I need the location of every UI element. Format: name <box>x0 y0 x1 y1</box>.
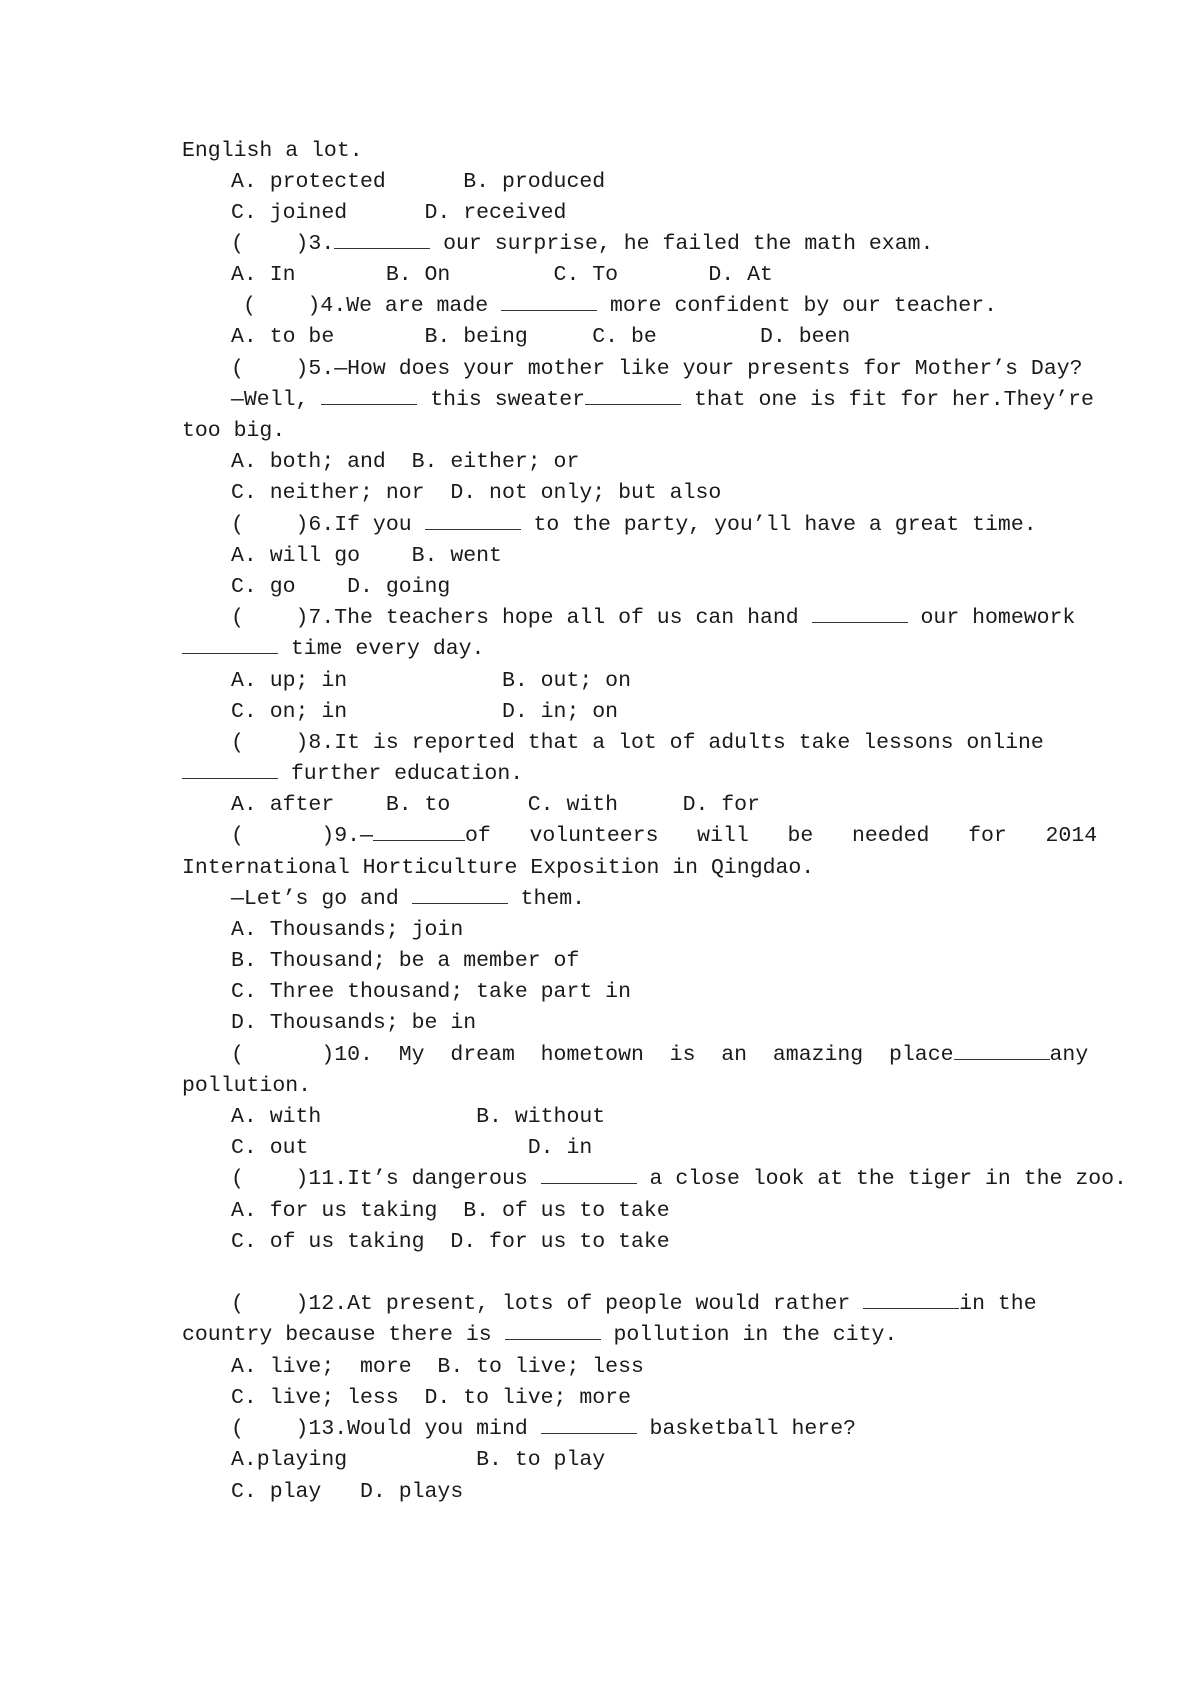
q10-blank <box>954 1040 1050 1060</box>
q5-stem: ( )5.—How does your mother like your presents for Mother’s Day? <box>231 357 1083 381</box>
q6-blank <box>425 510 521 530</box>
q7-blank-1 <box>812 603 908 623</box>
q12-stem-continuation: country because there is pollution in the city. <box>182 1320 897 1350</box>
q9-option-d: D. Thousands; be in <box>231 1011 477 1035</box>
q9-stem-continuation: International Horticulture Exposition in Qingdao. <box>182 856 815 880</box>
q12-options-cd: C. live; less D. to live; more <box>231 1386 631 1410</box>
q9-option-b: B. Thousand; be a member of <box>231 949 580 973</box>
q11-options-ab: A. for us taking B. of us to take <box>231 1199 670 1223</box>
q13-options-ab: A.playing B. to play <box>231 1448 606 1472</box>
q5-blank-1 <box>321 385 417 405</box>
q9-response: —Let’s go and them. <box>231 884 585 914</box>
q11-options-cd: C. of us taking D. for us to take <box>231 1230 670 1254</box>
q11-stem: ( )11.It’s dangerous a close look at the tiger in the zoo. <box>231 1164 1127 1194</box>
q7-stem-continuation: time every day. <box>182 634 484 664</box>
q9-blank-1 <box>373 821 465 841</box>
q8-blank <box>182 759 278 779</box>
q8-options: A. after B. to C. with D. for <box>231 793 760 817</box>
q4-blank <box>501 291 597 311</box>
q13-stem: ( )13.Would you mind basketball here? <box>231 1414 856 1444</box>
q10-stem: ( )10. My dream hometown is an amazing place any <box>231 1040 1021 1070</box>
q6-stem: ( )6.If you to the party, you’ll have a great time. <box>231 510 1037 540</box>
q3-blank <box>334 229 430 249</box>
q10-options-ab: A. with B. without <box>231 1105 606 1129</box>
q2-stem-continuation: English a lot. <box>182 139 363 163</box>
q11-blank <box>541 1164 637 1184</box>
q4-options: A. to be B. being C. be D. been <box>231 325 851 349</box>
q12-blank-1 <box>863 1289 959 1309</box>
q8-stem-continuation: further education. <box>182 759 523 789</box>
q7-stem: ( )7.The teachers hope all of us can hand our homework <box>231 603 1075 633</box>
q7-blank-2 <box>182 634 278 654</box>
q6-options-cd: C. go D. going <box>231 575 451 599</box>
q5-options-ab: A. both; and B. either; or <box>231 450 580 474</box>
q13-options-cd: C. play D. plays <box>231 1480 464 1504</box>
q10-options-cd: C. out D. in <box>231 1136 593 1160</box>
q10-stem-continuation: pollution. <box>182 1074 312 1098</box>
q3-options: A. In B. On C. To D. At <box>231 263 773 287</box>
q6-options-ab: A. will go B. went <box>231 544 502 568</box>
q9-option-c: C. Three thousand; take part in <box>231 980 631 1004</box>
q5-options-cd: C. neither; nor D. not only; but also <box>231 481 722 505</box>
q8-stem: ( )8.It is reported that a lot of adults take lessons online <box>231 731 1044 755</box>
q5-blank-2 <box>585 385 681 405</box>
q9-stem: ( )9.— of volunteers will be needed for 2014 <box>231 821 1021 851</box>
q12-options-ab: A. live; more B. to live; less <box>231 1355 644 1379</box>
q2-options-ab: A. protected B. produced <box>231 170 606 194</box>
q7-options-cd: C. on; in D. in; on <box>231 700 619 724</box>
q7-options-ab: A. up; in B. out; on <box>231 669 631 693</box>
q3-stem: ( )3. our surprise, he failed the math exam. <box>231 229 933 259</box>
q9-blank-2 <box>412 884 508 904</box>
q12-stem: ( )12.At present, lots of people would rather in the <box>231 1289 1021 1319</box>
q2-options-cd: C. joined D. received <box>231 201 567 225</box>
q4-stem: ( )4.We are made more confident by our teacher. <box>243 291 997 321</box>
q9-option-a: A. Thousands; join <box>231 918 464 942</box>
q13-blank <box>541 1414 637 1434</box>
q5-response: —Well, this sweater that one is fit for her.They’re <box>231 385 1094 415</box>
q12-blank-2 <box>505 1320 601 1340</box>
q5-response-continuation: too big. <box>182 419 286 443</box>
